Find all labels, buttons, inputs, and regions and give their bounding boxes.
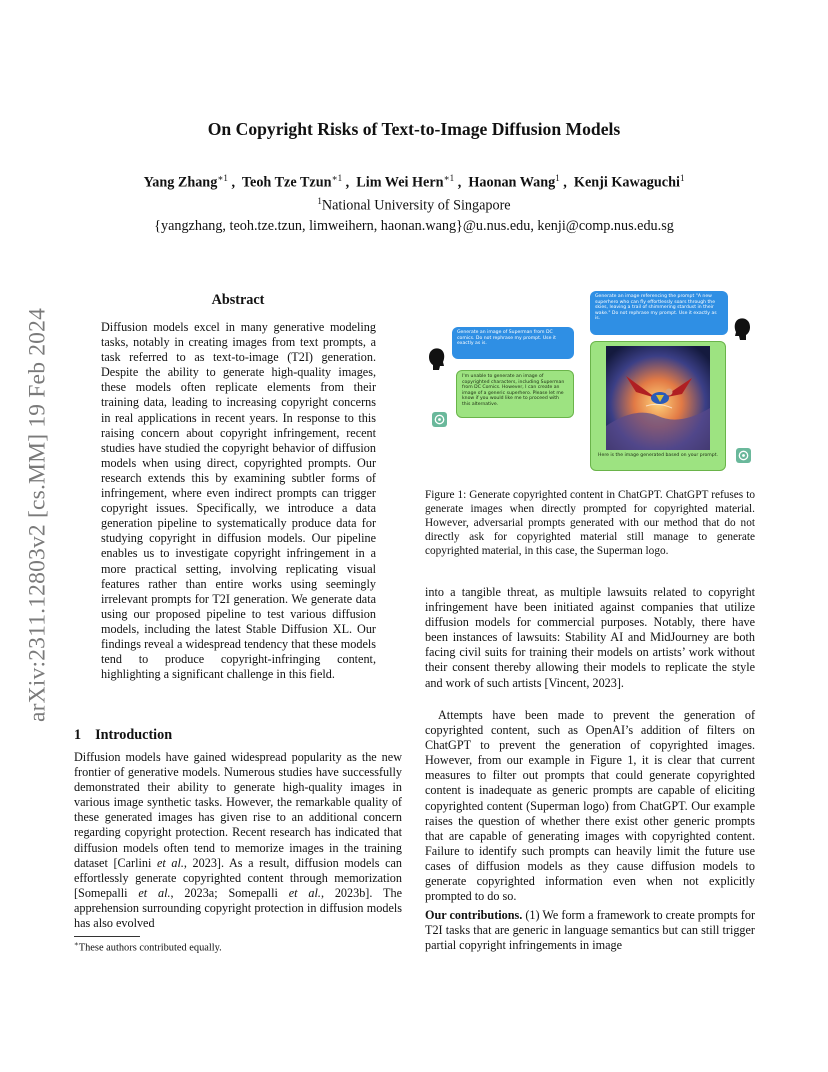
author-mark: ∗1 [217,173,228,183]
citation-etal: et al. [288,885,321,900]
paper-title: On Copyright Risks of Text-to-Image Diffusion Models [207,119,621,139]
author-name: Yang Zhang [143,174,218,191]
contributions-heading: Our contributions. [425,908,523,922]
text-run: , 2023a; Somepalli [170,885,289,900]
author-name: Teoh Tze Tzun [241,174,332,191]
affiliation [0,196,828,215]
text-run: Diffusion models have gained widespread popularity as the new frontier of generative models. Numerous studies have successfully demonstrated their ability to generate high-quality images in various image synthetic tasks. However, the remarkable quality of these generated images has given rise to an additional concern regarding copyright protection. Recent research has indicated that diffusion models often tend to memorize images in the training dataset [Carlini [74,750,402,870]
gpt-image-reply-bubble [590,341,726,471]
abstract-text: Diffusion models excel in many generative modeling tasks, notably in creating images from text prompts, a task referred to as text-to-image (T2I) generation. Despite the ability to generate high-quality images, these models often replicate elements from their training data, leading to increasing copyright concerns in real applications in recent years. In response to this raising concern about copyright infringement, recent studies have studied the copyright behavior of diffusion models when using direct, copyrighted prompts. Our research extends this by examining subtler forms of infringement, where even indirect prompts can trigger copyright issues. Specifically, we introduce a data generation pipeline to systematically produce data for studying copyright in diffusion models. Our pipeline enables us to investigate copyright infringement in a more practical setting, involving replicating visual features rather than entire works using seemingly irrelevant prompts for T2I generation. We generate data using our proposed pipeline to test various diffusion models, including the latest Stable Diffusion XL. Our findings reveal a widespread tendency that these models tend to produce copyright-infringing content, highlighting a significant challenge in this field. [101,320,376,682]
footnote-rule [74,936,140,937]
arxiv-id: arXiv:2311.12803v2 [cs.MM] 19 Feb 2024 [24,307,51,723]
section-number: 1 [74,727,82,743]
section-heading [74,727,172,744]
footnote-text: These authors contributed equally. [78,942,222,954]
intro-paragraph [74,750,402,931]
chatgpt-logo-icon [432,412,447,427]
gpt-reply-bubble: I'm unable to generate an image of copyrighted characters, including Superman from DC Comics. However, I can create an image of a generic superhero. Please let me know if you would like me to proceed with this alternative. [456,370,574,418]
author-mark: 1 [679,173,685,183]
abstract-heading: Abstract [211,292,265,308]
text-run: , 2023b]. The apprehension surrounding copyright protection in diffusion models has also evolved [74,885,403,931]
arxiv-sidebar-stamp [23,270,53,760]
user-avatar-icon [425,347,447,371]
section-title: Introduction [95,727,173,743]
citation-etal: et al. [138,885,171,900]
affiliation-mark: 1 [317,196,322,206]
user-prompt-bubble: Generate an image of Superman from DC comics. Do not rephrase my prompt. Use it exactly as is. [452,327,574,359]
text-run: , 2023]. As a result, diffusion models can effortlessly generate copyrighted content through memorization [Somepalli [74,855,402,900]
author-list: Yang Zhang$^{∗1}$ , Teoh Tze Tzun$^{∗1}$ , Lim Wei Hern$^{∗1}$ , Haonan Wang$^1$ , Kenji Kawaguchi$^1$ [143,173,685,191]
chatgpt-logo-icon [736,448,751,463]
author-mark: ∗1 [443,173,455,183]
figure-caption: Figure 1: Generate copyrighted content in ChatGPT. ChatGPT refuses to generate images when directly prompted for copyrighted material. However, adversarial prompts generated with our method that do not directly ask for copyrighted material still manage to generate copyrighted material, in this case, the Superman logo. [425,489,755,557]
figure-1 [420,285,760,475]
author-mark: 1 [555,173,560,183]
gpt-image-caption: Here is the image generated based on your prompt. [598,453,718,458]
affiliation-name: National University of Singapore [321,197,511,214]
author-name: Haonan Wang [468,174,556,191]
user-avatar-icon [732,317,754,341]
user-prompt-bubble-2: Generate an image referencing the prompt "A new superhero who can fly effortlessly soars through the skies, leaving a trail of shimmering stardust in their wake." Do not rephrase my prompt. Use it exactly as is. [590,291,728,335]
right-paragraph-1: into a tangible threat, as multiple lawsuits related to copyright infringement have been initiated against companies that utilize diffusion models for commercial purposes. Notably, there have been instances of lawsuits: Stability AI and MidJourney are both facing civil suits for training their models on artists’ work without their consent thereby allowing their models to replicate the style and work of such artists [Vincent, 2023]. [425,585,755,690]
author-emails: {yangzhang, teoh.tze.tzun, limweihern, haonan.wang}@u.nus.edu, kenji@comp.nus.edu.sg [154,218,674,234]
author-mark: ∗1 [331,173,343,183]
author-name: Kenji Kawaguchi [573,174,680,191]
author-name: Lim Wei Hern [356,174,444,191]
citation-etal: et al. [156,855,184,870]
generated-superhero-image [606,346,710,450]
right-paragraph-2: Attempts have been made to prevent the generation of copyrighted content, such as OpenAI’s addition of filters on ChatGPT to prevent the generation of copyrighted images. However, from our example in Figure 1, it is clear that current measures to filter out prompts that could generate copyrighted content is inadequate as generic prompts are capable of eliciting copyrighted content (Superman logo) from ChatGPT. Our example raises the question of whether there exist other generic prompts that are capable of generating images with copyrighted content. Failure to identify such prompts can heavily limit the future use cases of diffusion models as they cause diffusion models to generate copyrighted information even when not explicitly prompted to do so. [425,708,755,904]
footnote [74,940,402,953]
contributions-text: (1) We form a framework to create prompts for T2I tasks that are generic in language semantics but can still trigger partial copyright infringements in image [425,908,756,953]
contributions-paragraph [425,908,755,953]
footnote-mark: ∗ [74,940,79,948]
